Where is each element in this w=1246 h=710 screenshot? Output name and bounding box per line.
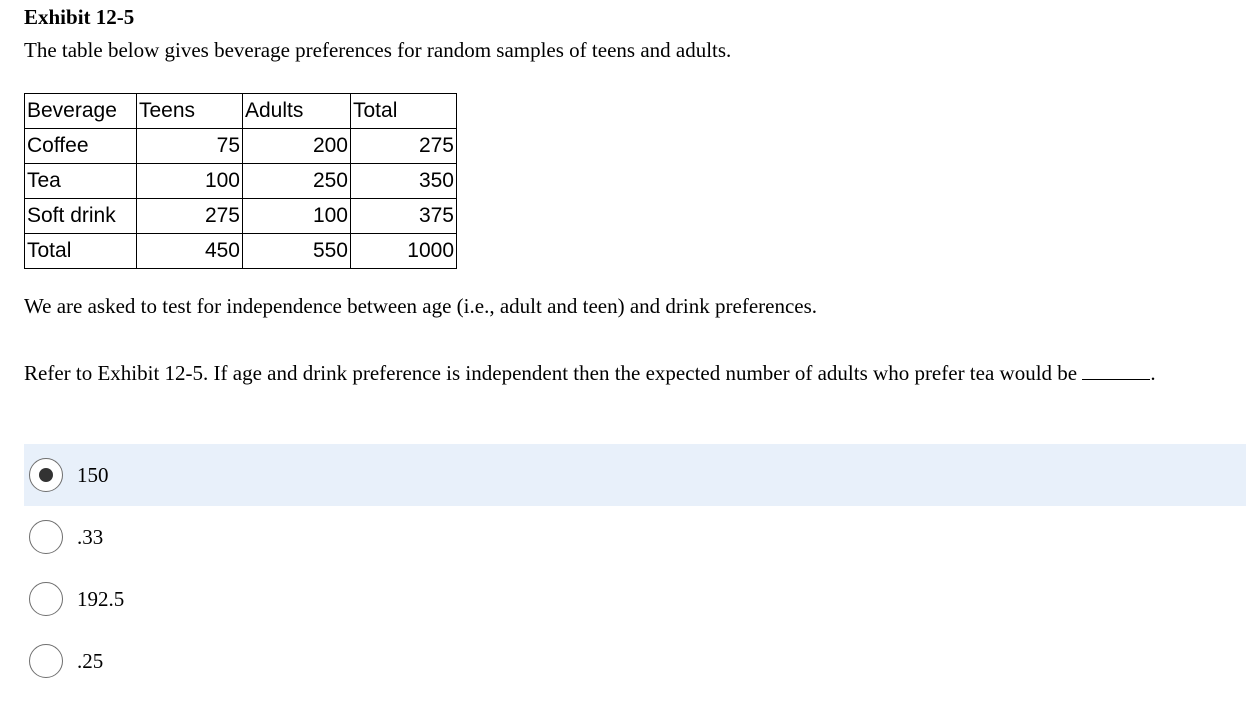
radio-button-selected[interactable] bbox=[29, 458, 63, 492]
row-label: Soft drink bbox=[25, 199, 137, 234]
header-teens: Teens bbox=[137, 94, 243, 129]
total-cell: 1000 bbox=[351, 234, 457, 269]
option-label: .33 bbox=[77, 524, 104, 549]
answer-option[interactable] bbox=[24, 630, 1246, 692]
header-beverage: Beverage bbox=[25, 94, 137, 129]
answer-option[interactable] bbox=[24, 568, 1246, 630]
teens-cell: 100 bbox=[137, 164, 243, 199]
adults-cell: 100 bbox=[243, 199, 351, 234]
radio-button[interactable] bbox=[29, 582, 63, 616]
question-end-punctuation: . bbox=[1150, 361, 1156, 385]
question-prompt bbox=[24, 356, 1242, 390]
answer-option[interactable] bbox=[24, 506, 1246, 568]
radio-button[interactable] bbox=[29, 520, 63, 554]
answer-option[interactable] bbox=[24, 444, 1246, 506]
table-row bbox=[25, 164, 457, 199]
radio-dot-icon bbox=[39, 468, 53, 482]
total-cell: 350 bbox=[351, 164, 457, 199]
adults-cell: 550 bbox=[243, 234, 351, 269]
table-header-row bbox=[25, 94, 457, 129]
row-label: Tea bbox=[25, 164, 137, 199]
total-cell: 375 bbox=[351, 199, 457, 234]
question-text: Refer to Exhibit 12-5. If age and drink preference is independent then the expected number of adults who prefer tea would be bbox=[24, 361, 1078, 385]
adults-cell: 250 bbox=[243, 164, 351, 199]
table-row bbox=[25, 129, 457, 164]
question-context: We are asked to test for independence between age (i.e., adult and teen) and drink preferences. bbox=[24, 294, 818, 318]
answer-options bbox=[24, 444, 1246, 692]
option-label: 150 bbox=[77, 462, 109, 487]
teens-cell: 75 bbox=[137, 129, 243, 164]
row-label: Total bbox=[25, 234, 137, 269]
radio-button[interactable] bbox=[29, 644, 63, 678]
teens-cell: 450 bbox=[137, 234, 243, 269]
option-label: 192.5 bbox=[77, 586, 125, 611]
header-adults: Adults bbox=[243, 94, 351, 129]
teens-cell: 275 bbox=[137, 199, 243, 234]
row-label: Coffee bbox=[25, 129, 137, 164]
beverage-preference-table bbox=[24, 93, 457, 269]
exhibit-title: Exhibit 12-5 bbox=[24, 5, 135, 29]
exhibit-intro: The table below gives beverage preferences for random samples of teens and adults. bbox=[24, 38, 732, 62]
adults-cell: 200 bbox=[243, 129, 351, 164]
answer-blank bbox=[1082, 357, 1150, 380]
table-row bbox=[25, 199, 457, 234]
total-cell: 275 bbox=[351, 129, 457, 164]
option-label: .25 bbox=[77, 648, 104, 673]
table-row bbox=[25, 234, 457, 269]
header-total: Total bbox=[351, 94, 457, 129]
